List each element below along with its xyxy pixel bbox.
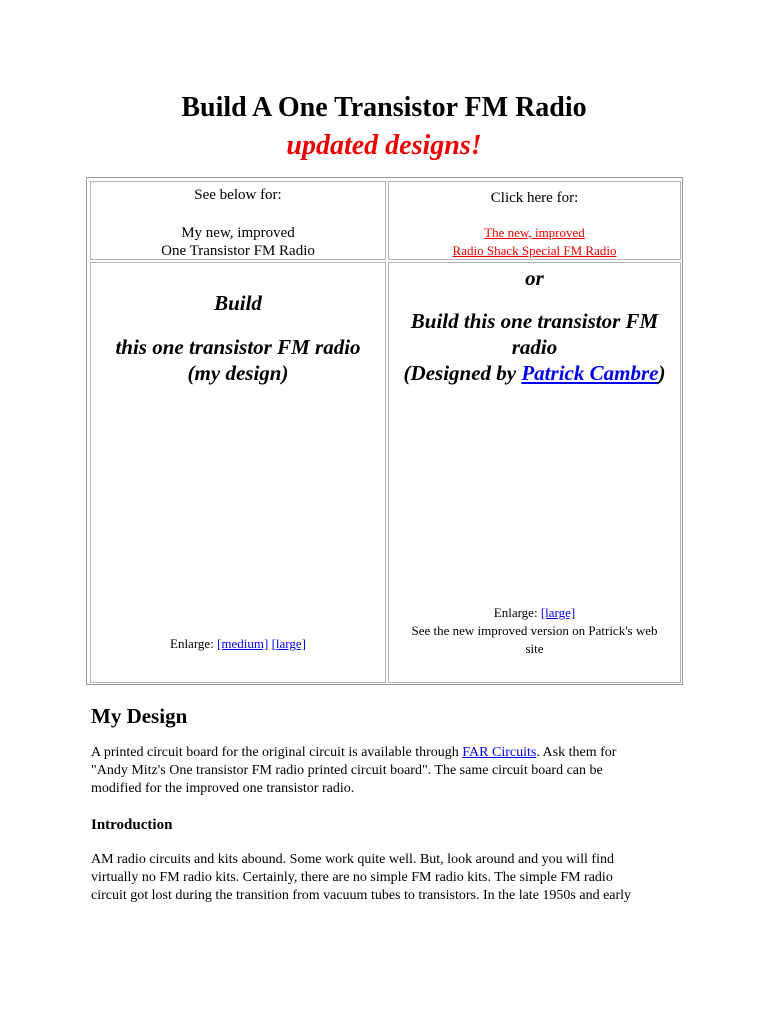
- radio-shack-link-line2[interactable]: Radio Shack Special FM Radio: [452, 243, 617, 258]
- patrick-site-note-line2: site: [525, 641, 544, 656]
- cell-my-design: [90, 262, 386, 683]
- intro-para-line2: virtually no FM radio kits. Certainly, there are no simple FM radio kits. The simple FM radio: [91, 870, 613, 885]
- my-design-heading: My Design: [91, 704, 188, 728]
- my-design-para-line3: modified for the improved one transistor radio.: [91, 781, 355, 796]
- patrick-cambre-link[interactable]: Patrick Cambre: [521, 361, 659, 385]
- my-design-text-b: . Ask them for: [536, 745, 617, 760]
- enlarge-large-link[interactable]: [large]: [271, 636, 306, 651]
- my-design-para-line2: "Andy Mitz's One transistor FM radio printed circuit board". The same circuit board can be: [91, 763, 603, 778]
- build-label: Build: [214, 291, 262, 315]
- cell-patrick-design: [388, 262, 681, 683]
- enlarge-label: Enlarge:: [493, 605, 538, 620]
- enlarge-row-left: [91, 635, 385, 653]
- my-design-text-a: A printed circuit board for the original circuit is available through: [91, 745, 463, 760]
- cell-click-here: [388, 181, 681, 260]
- designs-table: [86, 177, 683, 685]
- far-circuits-link[interactable]: FAR Circuits: [462, 745, 537, 760]
- patrick-design-line1: Build this one transistor FM: [410, 309, 659, 333]
- page-title: Build A One Transistor FM Radio: [181, 92, 587, 123]
- radio-shack-link-line1[interactable]: The new, improved: [484, 225, 585, 240]
- see-below-line2: One Transistor FM Radio: [161, 243, 315, 259]
- cell-see-below: [90, 181, 386, 260]
- click-here-label: Click here for:: [490, 190, 579, 206]
- see-below-label: See below for:: [194, 187, 282, 203]
- introduction-heading: Introduction: [91, 817, 173, 833]
- designed-by-suffix: ): [658, 361, 666, 385]
- radio-shack-link-wrap: [389, 224, 680, 260]
- enlarge-medium-link[interactable]: [medium]: [217, 636, 269, 651]
- designed-by-line: [389, 360, 680, 386]
- patrick-site-note-line1: See the new improved version on Patrick's web: [411, 623, 658, 638]
- or-label: or: [525, 266, 544, 290]
- intro-para-line1: AM radio circuits and kits abound. Some work quite well. But, look around and you will find: [91, 852, 614, 867]
- intro-para-line3: circuit got lost during the transition from vacuum tubes to transistors. In the late 1950s and early: [91, 888, 632, 903]
- designed-by-prefix: (Designed by: [403, 361, 522, 385]
- see-below-line1: My new, improved: [181, 225, 295, 241]
- enlarge-label: Enlarge:: [170, 636, 214, 651]
- my-design-line2: (my design): [187, 361, 289, 385]
- my-design-line1: this one transistor FM radio: [115, 335, 361, 359]
- enlarge-large-link-right[interactable]: [large]: [540, 605, 576, 620]
- enlarge-row-right: [389, 604, 680, 622]
- my-design-para-line1: [91, 744, 691, 762]
- patrick-design-line2: radio: [511, 335, 558, 359]
- page-subtitle: updated designs!: [286, 130, 482, 161]
